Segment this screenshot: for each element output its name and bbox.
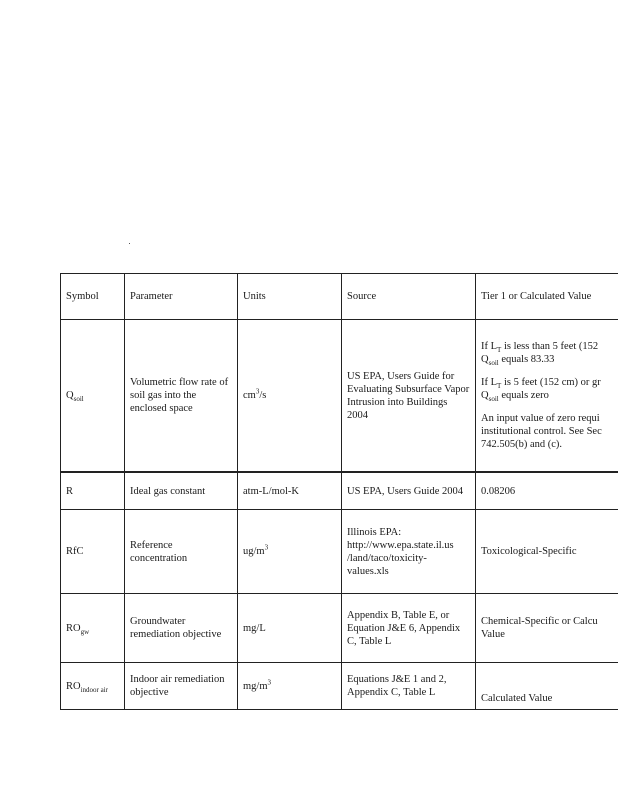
table-row: [61, 594, 618, 663]
stray-mark: [129, 243, 130, 244]
cell-parameter: Volumetric flow rate of soil gas into the enclosed space: [125, 320, 238, 473]
value-text: Chemical-Specific or Calcu: [481, 616, 598, 627]
value-text: Q: [481, 390, 489, 401]
cell-value: Toxicological-Specific: [476, 510, 618, 594]
units-text: ug/m: [243, 546, 265, 557]
symbol-text: RO: [66, 622, 81, 634]
symbol-subscript: gw: [80, 627, 90, 636]
cell-parameter: Reference concentration: [125, 510, 238, 594]
table-row: [61, 320, 618, 473]
parameters-table: [60, 273, 618, 710]
value-subscript: T: [497, 382, 502, 391]
header-parameter: Parameter: [125, 274, 238, 320]
value-text: An input value of zero requi: [481, 413, 600, 424]
cell-units: atm-L/mol-K: [238, 472, 342, 510]
cell-value: [476, 320, 618, 473]
cell-units: [238, 663, 342, 710]
cell-units: mg/L: [238, 594, 342, 663]
cell-units: [238, 320, 342, 473]
cell-source: US EPA, Users Guide 2004: [342, 472, 476, 510]
cell-source: [342, 510, 476, 594]
cell-symbol: [61, 320, 125, 473]
cell-symbol: [61, 594, 125, 663]
value-text: is less than 5 feet (152: [501, 341, 599, 352]
cell-source: Equations J&E 1 and 2, Appendix C, Table L: [342, 663, 476, 710]
units-tail: /s: [259, 390, 267, 401]
source-link-file[interactable]: values.xls: [347, 565, 389, 577]
table-row: [61, 510, 618, 594]
cell-parameter: Ideal gas constant: [125, 472, 238, 510]
units-text: cm: [243, 390, 256, 401]
value-text: equals zero: [498, 390, 549, 401]
value-paragraph: [481, 340, 618, 366]
value-paragraph: [481, 376, 618, 402]
cell-source: US EPA, Users Guide for Evaluating Subsurface Vapor Intrusion into Buildings 2004: [342, 320, 476, 473]
value-text: Q: [481, 354, 489, 365]
source-line: Illinois EPA:: [347, 526, 402, 538]
units-superscript: 3: [264, 543, 269, 552]
header-value: Tier 1 or Calculated Value: [476, 274, 618, 320]
symbol-subscript: soil: [73, 395, 84, 404]
symbol-text: RO: [66, 680, 81, 692]
source-link[interactable]: http://www.epa.state.il.us: [347, 539, 454, 551]
header-units: Units: [238, 274, 342, 320]
cell-value: 0.08206: [476, 472, 618, 510]
cell-symbol: [61, 663, 125, 710]
value-text: is 5 feet (152 cm) or gr: [501, 377, 601, 388]
value-subscript: T: [497, 346, 502, 355]
units-superscript: 3: [267, 678, 272, 686]
table-row: [61, 663, 618, 710]
symbol-text: Q: [66, 390, 74, 401]
value-subscript: soil: [488, 359, 499, 368]
table-header-row: [61, 274, 618, 320]
cell-value: Calculated Value: [476, 663, 618, 710]
units-text: mg/m: [243, 680, 268, 692]
table-row: [61, 472, 618, 510]
value-text: If L: [481, 341, 498, 352]
cell-parameter: Indoor air remediation objective: [125, 663, 238, 710]
value-text: institutional control. See Sec: [481, 426, 602, 437]
cell-symbol: RfC: [61, 510, 125, 594]
source-link-path[interactable]: /land/taco/toxicity-: [347, 552, 427, 564]
value-text: If L: [481, 377, 498, 388]
cell-symbol: R: [61, 472, 125, 510]
value-paragraph: [481, 412, 618, 451]
value-text: Value: [481, 629, 505, 640]
units-superscript: 3: [255, 387, 260, 396]
cell-source: Appendix B, Table E, or Equation J&E 6, Appendix C, Table L: [342, 594, 476, 663]
value-text: equals 83.33: [498, 354, 555, 365]
cell-parameter: Groundwater remediation objective: [125, 594, 238, 663]
value-subscript: soil: [488, 395, 499, 404]
cell-units: [238, 510, 342, 594]
header-symbol: Symbol: [61, 274, 125, 320]
cell-value: [476, 594, 618, 663]
value-text: 742.505(b) and (c).: [481, 439, 563, 450]
symbol-subscript: indoor air: [80, 685, 109, 694]
header-source: Source: [342, 274, 476, 320]
